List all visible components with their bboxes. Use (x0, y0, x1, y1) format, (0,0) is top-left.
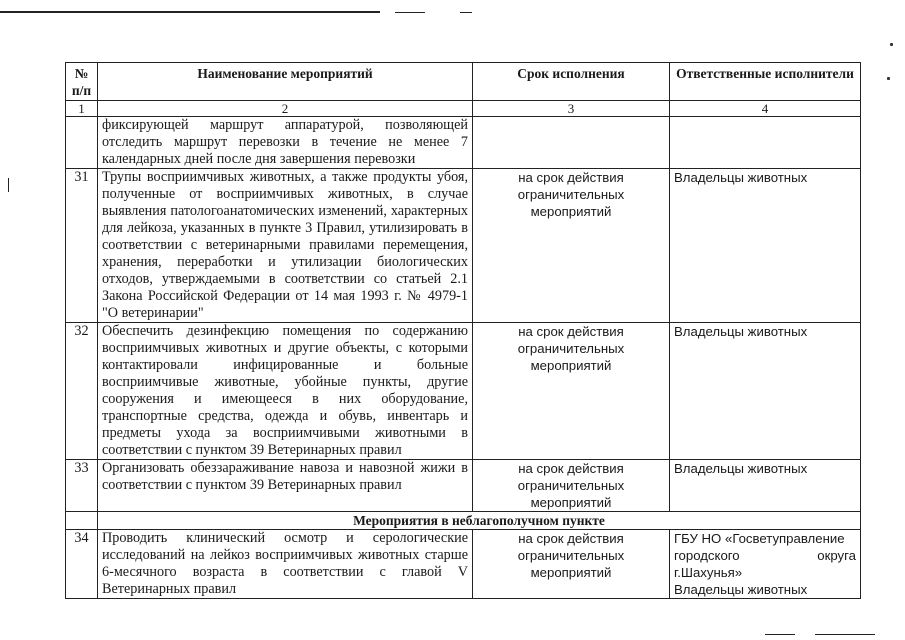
scan-artifact-bottom-dash (815, 634, 875, 635)
col-index-3: 3 (473, 101, 670, 117)
measure-name: Трупы восприимчивых животных, а также продукты убоя, полученные от восприимчивых животных, в случае выявления патологоанатомических изменений, характерных для лейкоза, указанных в пункте 3 Правил, утилизировать в соответствии с ветеринарными правилами перемещения, хранения, переработки и утилизации биологических отходов, утверждаемыми в соответствии со статьей 2.1 Закона Российской Федерации от 14 мая 1993 г. № 4979-1 "О ветеринарии" (98, 169, 473, 323)
responsible-cell: Владельцы животных (670, 169, 861, 323)
responsible-cell (670, 117, 861, 169)
header-num: № п/п (66, 63, 98, 101)
scan-artifact-left-tick (8, 178, 9, 192)
responsible-cell: Владельцы животных (670, 323, 861, 460)
row-number: 34 (66, 530, 98, 599)
term-cell: на срок действия ограничительных мероприятий (473, 169, 670, 323)
responsible-line: г.Шахунья» (674, 565, 743, 580)
table-row (66, 169, 861, 323)
column-index-row (66, 101, 861, 117)
table-row (66, 323, 861, 460)
table-header-row (66, 63, 861, 101)
scan-artifact-top-dash (460, 12, 472, 13)
col-index-2: 2 (98, 101, 473, 117)
term-cell: на срок действия ограничительных мероприятий (473, 530, 670, 599)
header-resp: Ответственные исполнители (670, 63, 861, 101)
row-number (66, 117, 98, 169)
table-row (66, 117, 861, 169)
term-cell: на срок действия ограничительных мероприятий (473, 460, 670, 512)
responsible-line (674, 547, 856, 564)
row-number: 33 (66, 460, 98, 512)
responsible-line: Владельцы животных (674, 582, 808, 597)
term-cell (473, 117, 670, 169)
section-header-row (66, 512, 861, 530)
col-index-4: 4 (670, 101, 861, 117)
responsible-line: ГБУ НО «Госветуправление (674, 531, 845, 546)
col-index-1: 1 (66, 101, 98, 117)
responsible-cell (670, 530, 861, 599)
term-cell: на срок действия ограничительных мероприятий (473, 323, 670, 460)
row-number: 31 (66, 169, 98, 323)
responsible-word: городского (674, 548, 740, 563)
section-title: Мероприятия в неблагополучном пункте (98, 512, 861, 530)
table-row (66, 530, 861, 599)
row-number: 32 (66, 323, 98, 460)
measure-name: Проводить клинический осмотр и серологические исследований на лейкоз восприимчивых животных старше 6-месячного возраста в соответствии с главой V Ветеринарных правил (98, 530, 473, 599)
responsible-word: округа (817, 548, 856, 563)
section-num-empty (66, 512, 98, 530)
scan-speck (887, 77, 890, 80)
header-term: Срок исполнения (473, 63, 670, 101)
scan-speck (890, 43, 893, 46)
measures-table (65, 62, 861, 599)
table-row (66, 460, 861, 512)
header-name: Наименование мероприятий (98, 63, 473, 101)
measure-name: Организовать обеззараживание навоза и навозной жижи в соответствии с пунктом 39 Ветеринарных правил (98, 460, 473, 512)
scan-artifact-top-line (0, 11, 380, 13)
measure-name: Обеспечить дезинфекцию помещения по содержанию восприимчивых животных и другие объекты, с которыми контактировали инфицированные и больные восприимчивые животные, убойные пункты, другие сооружения и имеющееся в них оборудование, транспортные средства, одежда и обувь, инвентарь и предметы ухода за восприимчивыми животными в соответствии с пунктом 39 Ветеринарных правил (98, 323, 473, 460)
responsible-cell: Владельцы животных (670, 460, 861, 512)
scan-artifact-top-dash (395, 12, 425, 13)
scan-artifact-bottom-dash (765, 634, 795, 635)
measure-name: фиксирующей маршрут аппаратурой, позволяющей отследить маршрут перевозки в течение не менее 7 календарных дней после дня завершения перевозки (98, 117, 473, 169)
